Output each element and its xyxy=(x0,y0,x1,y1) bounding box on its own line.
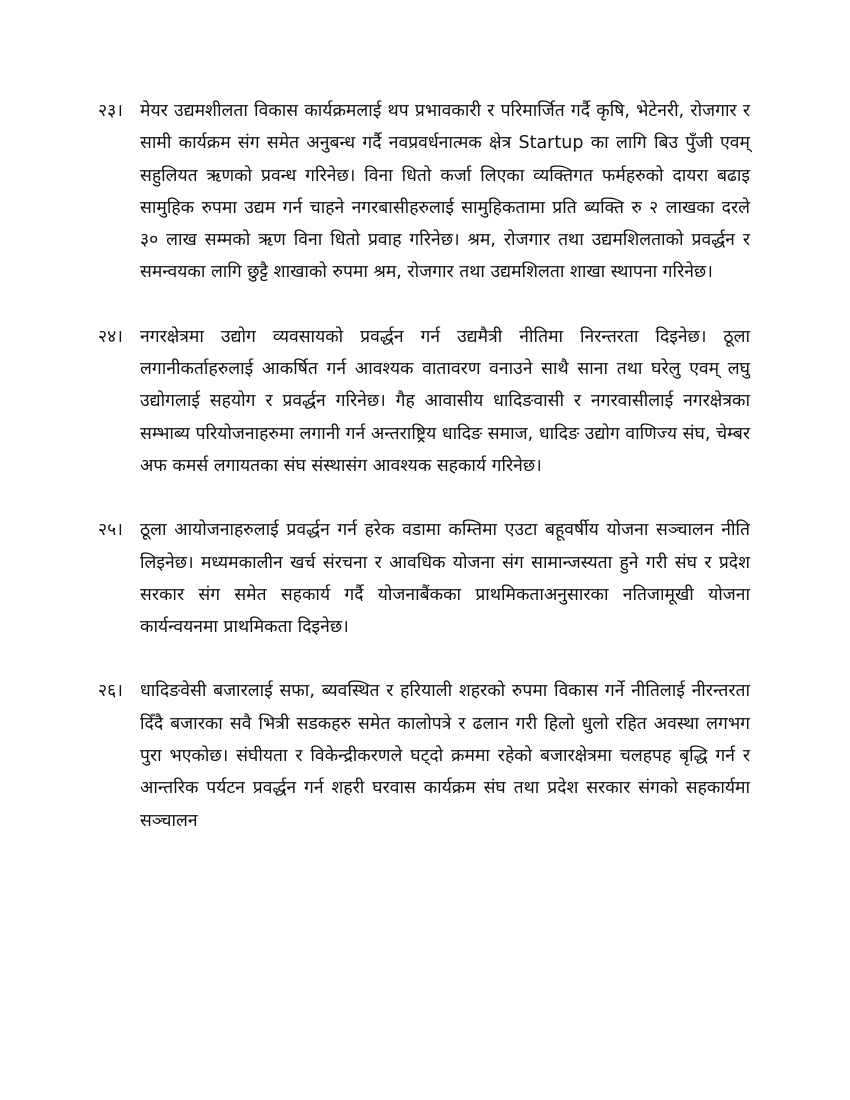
paragraph-number: २३। xyxy=(98,101,123,121)
paragraph-number: २४। xyxy=(98,326,123,347)
paragraph-23 xyxy=(98,95,750,289)
paragraph-number: २५। xyxy=(98,520,123,541)
paragraph-text: ठूला आयोजनाहरुलाई प्रवर्द्धन गर्न हरेक वडामा कम्तिमा एउटा बहूवर्षीय योजना सञ्चालन नीति लिइनेछ। मध्यमकालीन खर्च संरचना र आवधिक योजना संग सामान्जस्यता हुने गरी संघ र प्रदेश सरकार संग समेत सहकार्य गर्दै योजनाबैंकका प्राथमिकताअनुसारका नतिजामूखी योजना कार्यन्वयनमा प्राथमिकता दिइनेछ। xyxy=(140,520,750,638)
paragraph-number: २६। xyxy=(98,681,123,702)
document-content xyxy=(98,95,750,837)
paragraph-24 xyxy=(98,321,750,482)
paragraph-26 xyxy=(98,675,750,836)
paragraph-text: नगरक्षेत्रमा उद्योग व्यवसायको प्रवर्द्धन गर्न उद्यमैत्री नीतिमा निरन्तरता दिइनेछ। ठूला लगानीकर्ताहरुलाई आकर्षित गर्न आवश्यक वातावरण वनाउने साथै साना तथा घरेलु एवम् लघु उद्योगलाई सहयोग र प्रवर्द्धन गरिनेछ। गैह आवासीय धादिङवासी र नगरवासीलाई नगरक्षेत्रका सम्भाब्य परियोजनाहरुमा लगानी गर्न अन्तराष्ट्रिय धादिङ समाज, धादिङ उद्योग वाणिज्य संघ, चेम्बर अफ कमर्स लगायतका संघ संस्थासंग आवश्यक सहकार्य गरिनेछ। xyxy=(140,326,750,476)
paragraph-text: धादिङवेसी बजारलाई सफा, ब्यवस्थित र हरियाली शहरको रुपमा विकास गर्ने नीतिलाई नीरन्तरता दिँदै बजारका सवै भित्री सडकहरु समेत कालोपत्रे र ढलान गरी हिलो धुलो रहित अवस्था लगभग पुरा भएकोछ। संघीयता र विकेन्द्रीकरणले घट्दो क्रममा रहेको बजारक्षेत्रमा चलहपह बृद्धि गर्न र आन्तरिक पर्यटन प्रवर्द्धन गर्न शहरी घरवास कार्यक्रम संघ तथा प्रदेश सरकार संगको सहकार्यमा सञ्चालन xyxy=(140,681,750,831)
paragraph-25 xyxy=(98,514,750,643)
paragraph-text: मेयर उद्यमशीलता विकास कार्यक्रमलाई थप प्रभावकारी र परिमार्जित गर्दै कृषि, भेटेनरी, रोजगार र सामी कार्यक्रम संग समेत अनुबन्ध गर्दै नवप्रवर्धनात्मक क्षेत्र Startup का लागि बिउ पुँजी एवम् सहुलियत ऋणको प्रवन्ध गरिनेछ। विना धितो कर्जा लिएका व्यक्तिगत फर्महरुको दायरा बढाइ सामुहिक रुपमा उद्यम गर्न चाहने नगरबासीहरुलाई सामुहिकतामा प्रति ब्यक्ति रु २ लाखका दरले ३० लाख सम्मको ऋण विना धितो प्रवाह गरिनेछ। श्रम, रोजगार तथा उद्यमशिलताको प्रवर्द्धन र समन्वयका लागि छुट्टै शाखाको रुपमा श्रम, रोजगार तथा उद्यमशिलता शाखा स्थापना गरिनेछ। xyxy=(140,101,750,283)
